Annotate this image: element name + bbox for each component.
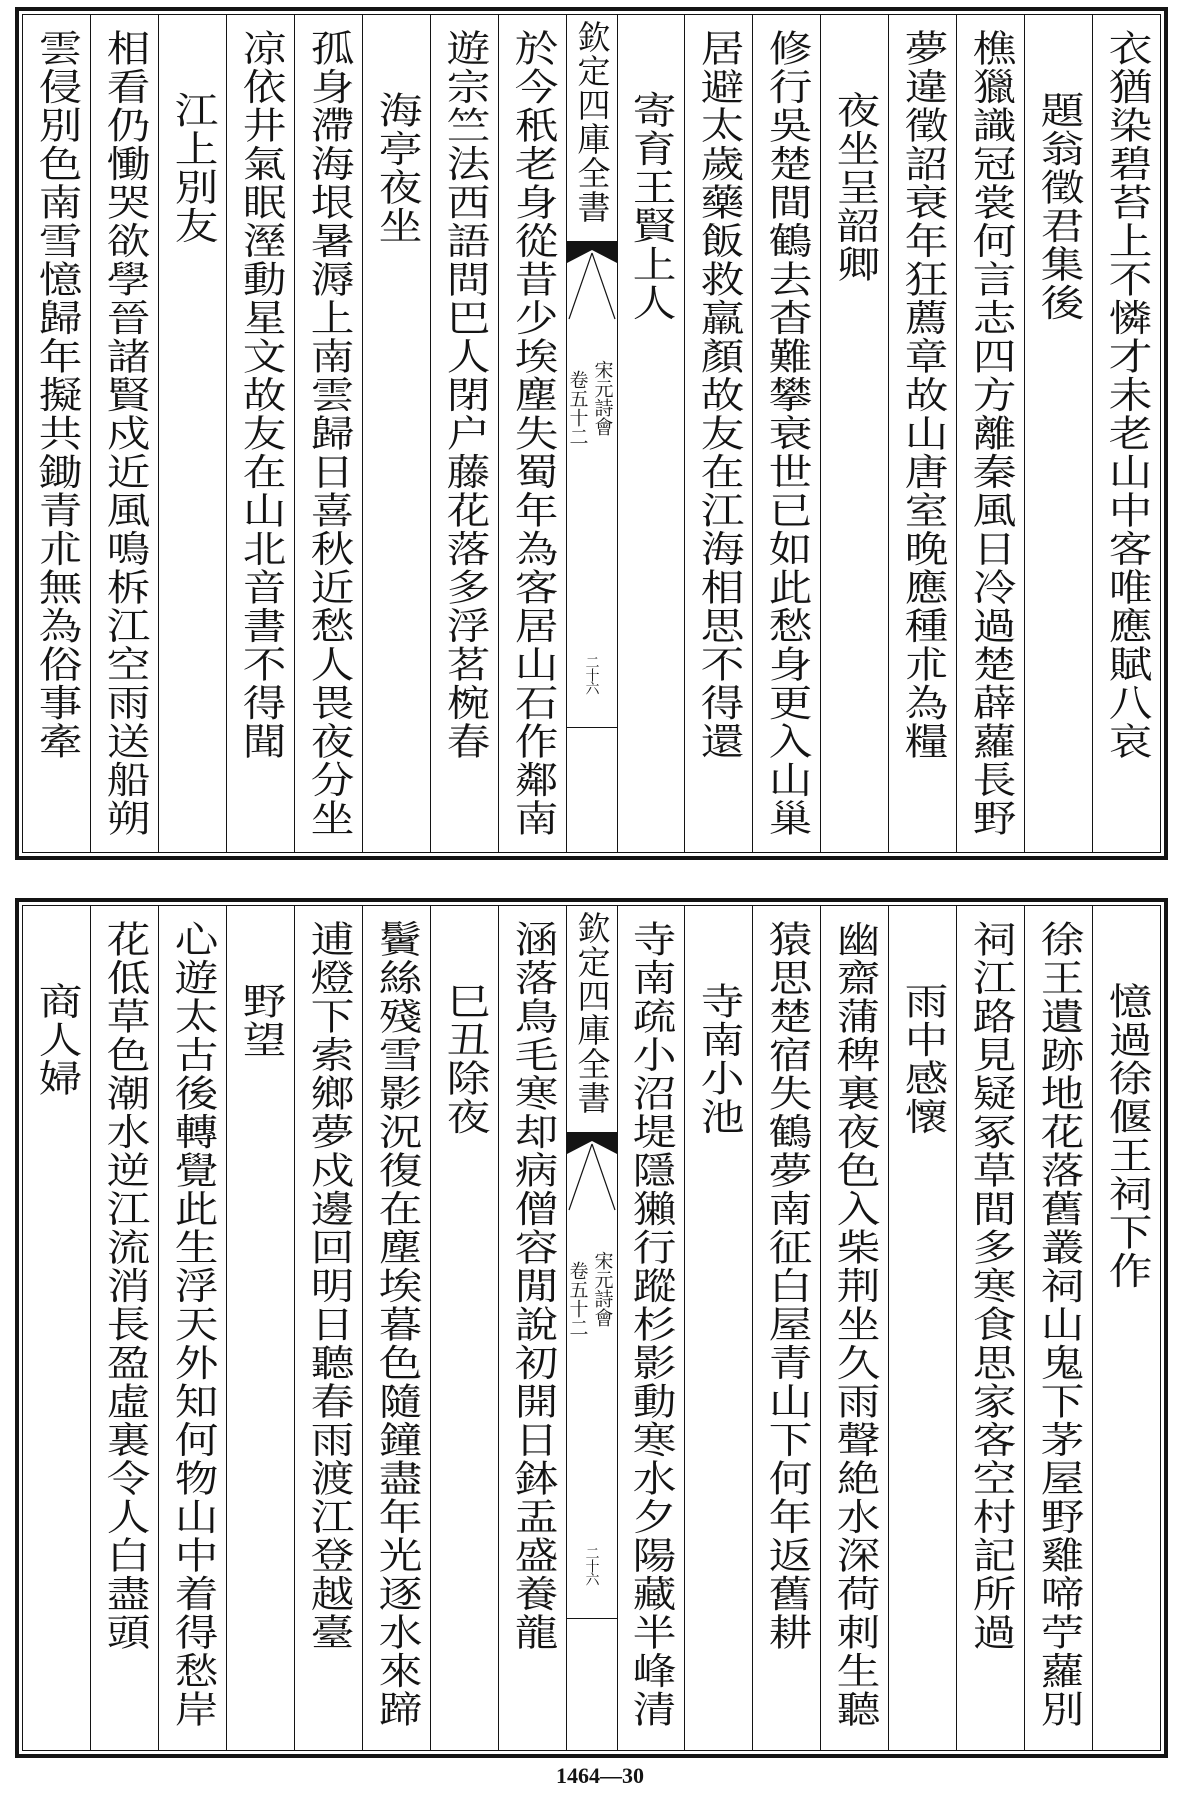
fishtail-line: [569, 253, 592, 319]
verse-column: [956, 906, 1024, 1750]
page-number: 1464—30: [556, 1763, 644, 1788]
collection-title: 欽定四庫全書: [572, 20, 612, 224]
verse-column: [1024, 906, 1092, 1750]
verse-column: [684, 15, 752, 852]
lower-folio-frame: [22, 905, 1161, 1751]
center-fold-band: [566, 906, 617, 1750]
fishtail-block: [567, 1132, 617, 1154]
poem-title-column: [430, 906, 498, 1750]
verse-text: 於今秖老身從昔少埃塵失蜀年為客居山石作鄰南: [506, 29, 558, 838]
verse-text: 花低草色潮水逆江流消長盈虛裏令人白盡頭: [99, 920, 150, 1652]
verse-column: [498, 906, 566, 1750]
poem-title: 巳丑除夜: [438, 982, 490, 1136]
volume-label: 卷五十二: [566, 370, 589, 446]
book-and-volume: [567, 1251, 617, 1337]
book-title: 宋元詩會: [591, 1251, 614, 1327]
fishtail-block: [567, 241, 617, 263]
verse-text: 祠江路見疑冢草間多寒食思家客空村記所過: [965, 920, 1017, 1652]
fishtail-mark: [567, 241, 617, 331]
poem-title: 雨中感懷: [897, 982, 949, 1136]
verse-text: 逋燈下索鄉夢戍邊回明日聽春雨渡江登越臺: [302, 920, 354, 1652]
folio-number: 二十六: [583, 1546, 600, 1585]
upper-folio-frame: [22, 14, 1161, 853]
verse-column: [294, 15, 362, 852]
poem-title-column: [617, 15, 685, 852]
verse-column: [956, 15, 1024, 852]
poem-title: 江上別友: [166, 91, 218, 245]
verse-text: 衣猶染碧苔上不憐才未老山中客唯應賦八哀: [1101, 29, 1152, 761]
poem-title: 夜坐呈韶卿: [829, 91, 881, 284]
verse-column: [294, 906, 362, 1750]
volume-label: 卷五十二: [566, 1261, 589, 1337]
verse-column: [617, 906, 685, 1750]
poem-title-column: [362, 15, 430, 852]
verse-column: [23, 15, 90, 852]
poem-title: 寄育王賢上人: [625, 91, 677, 322]
verse-text: 孤身滯海垠暑溽上南雲歸日喜秋近愁人畏夜分坐: [302, 29, 354, 838]
fishtail-mark: [567, 1132, 617, 1222]
poem-title: 寺南小池: [693, 982, 745, 1136]
poem-title-column: [684, 906, 752, 1750]
verse-text: 徐王遺跡地花落舊叢祠山鬼下茅屋野雞啼苧蘿別: [1033, 920, 1084, 1729]
verse-text: 猿思楚宿失鶴夢南征白屋青山下何年返舊耕: [761, 920, 813, 1652]
verse-text: 樵獵識冠裳何言志四方離秦風日冷過楚薜蘿長野: [965, 29, 1017, 838]
verse-column: [226, 15, 294, 852]
verse-text: 凉依井氣眠溼動星文故友在山北音書不得聞: [234, 29, 286, 761]
verse-column: [90, 906, 158, 1750]
verse-text: 居避太歲藥飯救羸顏故友在江海相思不得還: [693, 29, 745, 761]
verse-text: 相看仍慟哭欲學晉諸賢戍近風鳴柝江空雨送船朔: [99, 29, 150, 838]
band-divider: [567, 1618, 617, 1619]
lower-folio: [15, 898, 1168, 1758]
verse-text: 修行吳楚間鶴去杳難攀衰世已如此愁身更入山巢: [761, 29, 813, 838]
poem-title-column: [158, 15, 226, 852]
book-and-volume: [567, 360, 617, 446]
verse-column: [362, 906, 430, 1750]
verse-text: 幽齋蒲稗裏夜色入柴荆坐久雨聲絶水深荷刺生聽: [829, 920, 881, 1729]
verse-text: 心遊太古後轉覺此生浮天外知何物山中着得愁岸: [166, 920, 218, 1729]
verse-text: 遊宗竺法西語問巴人閉户藤花落多浮茗椀春: [438, 29, 490, 761]
verse-column: [430, 15, 498, 852]
verse-text: 夢違徵詔衰年狂薦章故山唐室晚應種朮為糧: [897, 29, 949, 761]
verse-column: [158, 906, 226, 1750]
verse-column: [820, 906, 888, 1750]
poem-title: 野望: [234, 982, 286, 1059]
verse-text: 寺南疏小沼堤隱獺行蹤杉影動寒水夕陽藏半峰清: [625, 920, 677, 1729]
verse-column: [752, 906, 820, 1750]
verse-column: [752, 15, 820, 852]
fishtail-line: [592, 253, 615, 319]
center-fold-band: [566, 15, 617, 852]
verse-column: [498, 15, 566, 852]
book-title: 宋元詩會: [591, 360, 614, 436]
collection-title: 欽定四庫全書: [572, 911, 612, 1115]
poem-title-column: [226, 906, 294, 1750]
fishtail-line: [569, 1144, 592, 1210]
fishtail-line: [592, 1144, 615, 1210]
verse-text: 雲侵別色南雪憶歸年擬共鋤青朮無為俗事牽: [31, 29, 82, 761]
poem-title-column: [1024, 15, 1092, 852]
poem-title: 憶過徐偃王祠下作: [1101, 982, 1152, 1290]
poem-title: 海亭夜坐: [370, 91, 422, 245]
poem-title-column: [888, 906, 956, 1750]
verse-text: 涵落鳥毛寒却病僧容閒說初開日鉢盂盛養龍: [506, 920, 558, 1652]
verse-column: [888, 15, 956, 852]
poem-title: 題翁徵君集後: [1033, 91, 1084, 322]
upper-folio: [15, 7, 1168, 860]
poem-title: 商人婦: [31, 982, 82, 1098]
poem-title-column: [1092, 906, 1160, 1750]
folio-number: 二十六: [583, 655, 600, 694]
poem-title-column: [820, 15, 888, 852]
verse-column: [1092, 15, 1160, 852]
band-divider: [567, 727, 617, 728]
verse-column: [90, 15, 158, 852]
verse-text: 鬢絲殘雪影況復在塵埃暮色隨鐘盡年光逐水來蹄: [370, 920, 422, 1729]
poem-title-column: [23, 906, 90, 1750]
